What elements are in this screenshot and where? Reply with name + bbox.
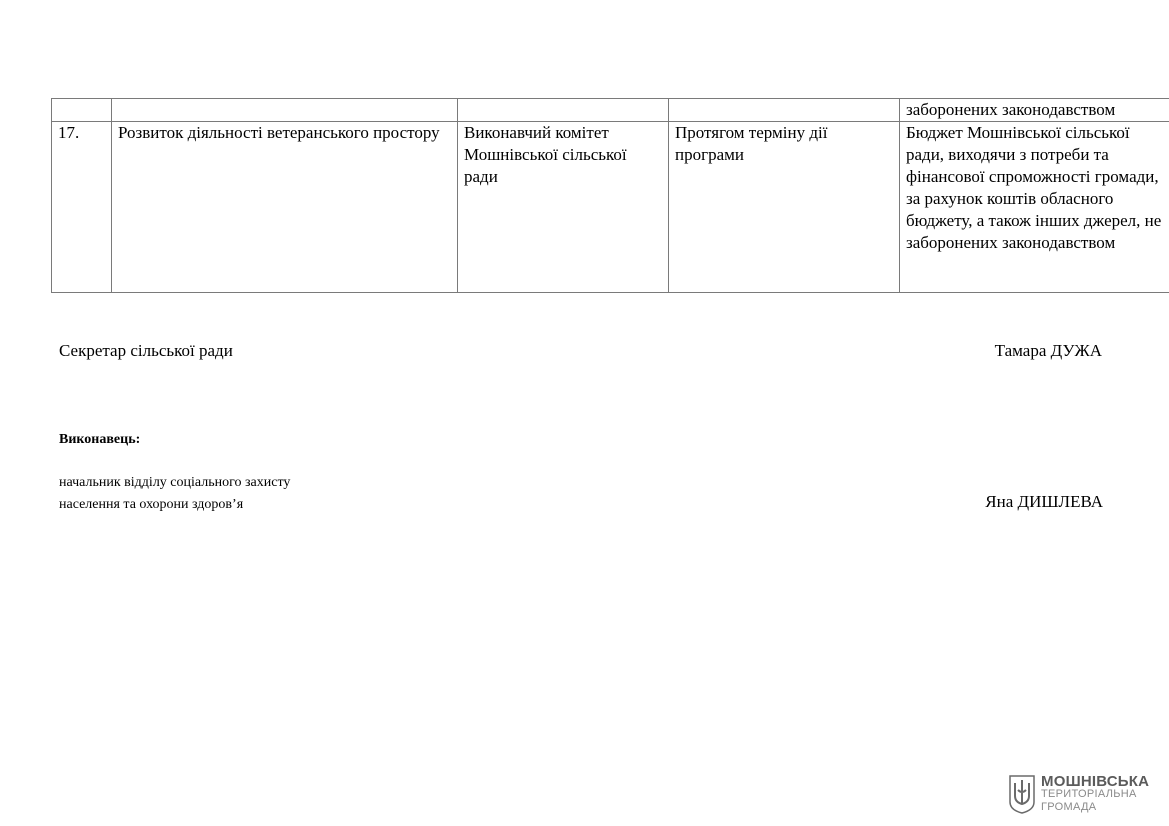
secretary-title: Секретар сільської ради (59, 341, 233, 360)
table-row-continuation (52, 99, 1169, 122)
cell-funding-continuation: заборонених законодавством (900, 99, 1169, 122)
program-measures-table (51, 98, 1169, 293)
executor-position-line2: населення та охорони здоров’я (59, 497, 244, 512)
logo-main-text: МОШНІВСЬКА (1041, 772, 1150, 790)
executor-label: Виконавець: (59, 432, 141, 447)
logo-sub-text-2: ГРОМАДА (1041, 800, 1097, 813)
trident-emblem-icon (1008, 774, 1036, 814)
cell-executor-empty (458, 99, 669, 122)
cell-activity: Розвиток діяльності ветеранського простору (112, 122, 458, 293)
executor-position-line1: начальник відділу соціального захисту (59, 475, 291, 490)
logo-sub-text-1: ТЕРИТОРІАЛЬНА (1041, 787, 1137, 800)
executor-name: Яна ДИШЛЕВА (985, 492, 1103, 511)
cell-funding: Бюджет Мошнівської сільської ради, виходячи з потреби та фінансової спроможності громади, за рахунок коштів обласного бюджету, а також інших джерел, не заборонених законодавством (900, 122, 1169, 293)
secretary-name: Тамара ДУЖА (994, 341, 1102, 360)
cell-number-empty (52, 99, 112, 122)
cell-number: 17. (52, 122, 112, 293)
logo-text (1041, 772, 1150, 814)
cell-term-empty (669, 99, 900, 122)
cell-activity-empty (112, 99, 458, 122)
table-row-17 (52, 122, 1169, 293)
cell-term: Протягом терміну дії програми (669, 122, 900, 293)
community-logo (1008, 772, 1158, 816)
cell-executor: Виконавчий комітет Мошнівської сільської ради (458, 122, 669, 293)
